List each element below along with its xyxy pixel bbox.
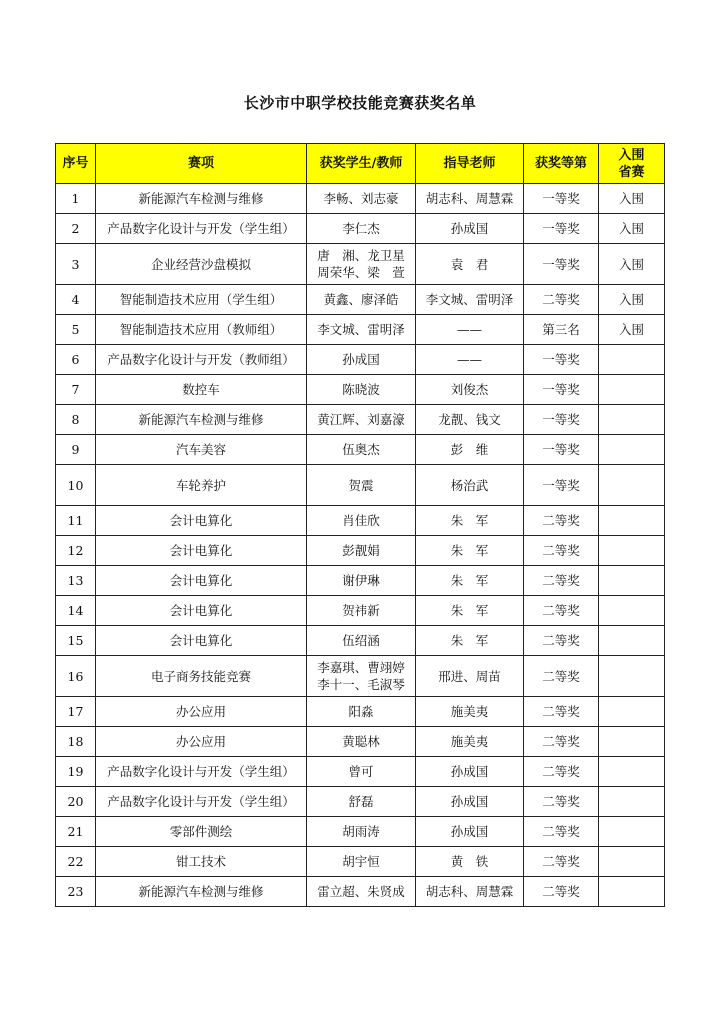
header-event: 赛项 [96, 144, 307, 184]
cell-event: 新能源汽车检测与维修 [96, 877, 307, 907]
table-row [56, 184, 665, 214]
cell-event: 产品数字化设计与开发（学生组） [96, 214, 307, 244]
cell-instructor: 朱 军 [416, 596, 524, 626]
table-row [56, 877, 665, 907]
cell-award: 二等奖 [524, 566, 599, 596]
cell-no: 16 [56, 656, 96, 697]
cell-no: 8 [56, 405, 96, 435]
cell-provincial: 入围 [599, 184, 665, 214]
cell-winners: 彭靓娟 [307, 536, 416, 566]
cell-instructor: 孙成国 [416, 817, 524, 847]
cell-instructor: 施美夷 [416, 697, 524, 727]
cell-award: 第三名 [524, 315, 599, 345]
cell-event: 零部件测绘 [96, 817, 307, 847]
cell-award: 一等奖 [524, 435, 599, 465]
cell-event: 电子商务技能竞赛 [96, 656, 307, 697]
cell-winners: 曾可 [307, 757, 416, 787]
cell-provincial [599, 375, 665, 405]
cell-event: 会计电算化 [96, 596, 307, 626]
table-row [56, 345, 665, 375]
cell-winners: 孙成国 [307, 345, 416, 375]
table-row [56, 626, 665, 656]
cell-instructor: 朱 军 [416, 626, 524, 656]
cell-provincial [599, 465, 665, 506]
cell-instructor: —— [416, 345, 524, 375]
table-row [56, 536, 665, 566]
table-row [56, 375, 665, 405]
cell-no: 5 [56, 315, 96, 345]
cell-award: 一等奖 [524, 184, 599, 214]
cell-no: 2 [56, 214, 96, 244]
cell-provincial [599, 626, 665, 656]
cell-provincial [599, 847, 665, 877]
cell-no: 22 [56, 847, 96, 877]
cell-no: 23 [56, 877, 96, 907]
cell-no: 18 [56, 727, 96, 757]
cell-provincial [599, 506, 665, 536]
cell-no: 4 [56, 285, 96, 315]
cell-award: 二等奖 [524, 847, 599, 877]
cell-winners: 李文城、雷明泽 [307, 315, 416, 345]
cell-no: 15 [56, 626, 96, 656]
cell-event: 车轮养护 [96, 465, 307, 506]
cell-instructor: 龙靓、钱文 [416, 405, 524, 435]
cell-no: 3 [56, 244, 96, 285]
cell-no: 11 [56, 506, 96, 536]
cell-event: 新能源汽车检测与维修 [96, 405, 307, 435]
cell-instructor: 孙成国 [416, 787, 524, 817]
cell-instructor: 李文城、雷明泽 [416, 285, 524, 315]
cell-award: 二等奖 [524, 626, 599, 656]
cell-event: 产品数字化设计与开发（学生组） [96, 787, 307, 817]
table-row [56, 566, 665, 596]
cell-event: 会计电算化 [96, 536, 307, 566]
cell-instructor: 胡志科、周慧霖 [416, 184, 524, 214]
cell-provincial [599, 435, 665, 465]
cell-winners: 李仁杰 [307, 214, 416, 244]
cell-winners: 伍绍涵 [307, 626, 416, 656]
cell-provincial [599, 727, 665, 757]
header-provincial: 入围 省赛 [599, 144, 665, 184]
cell-winners: 肖佳欣 [307, 506, 416, 536]
cell-winners: 胡宇恒 [307, 847, 416, 877]
cell-award: 二等奖 [524, 506, 599, 536]
cell-award: 二等奖 [524, 787, 599, 817]
cell-no: 20 [56, 787, 96, 817]
table-row [56, 435, 665, 465]
cell-event: 钳工技术 [96, 847, 307, 877]
cell-no: 17 [56, 697, 96, 727]
cell-winners: 黄聪林 [307, 727, 416, 757]
cell-award: 一等奖 [524, 214, 599, 244]
cell-instructor: 朱 军 [416, 506, 524, 536]
cell-award: 二等奖 [524, 877, 599, 907]
table-row [56, 315, 665, 345]
cell-winners: 李嘉琪、曹翊婷 李十一、毛淑琴 [307, 656, 416, 697]
cell-event: 办公应用 [96, 697, 307, 727]
cell-winners: 谢伊琳 [307, 566, 416, 596]
cell-winners: 黄江辉、刘嘉濠 [307, 405, 416, 435]
cell-winners: 贺震 [307, 465, 416, 506]
cell-provincial [599, 877, 665, 907]
cell-instructor: 杨治武 [416, 465, 524, 506]
cell-event: 数控车 [96, 375, 307, 405]
cell-winners: 李畅、刘志豪 [307, 184, 416, 214]
cell-event: 会计电算化 [96, 566, 307, 596]
cell-no: 19 [56, 757, 96, 787]
page-title: 长沙市中职学校技能竞赛获奖名单 [243, 94, 477, 112]
cell-award: 二等奖 [524, 285, 599, 315]
cell-award: 一等奖 [524, 345, 599, 375]
table-row [56, 757, 665, 787]
header-no: 序号 [56, 144, 96, 184]
cell-winners: 黄鑫、廖泽皓 [307, 285, 416, 315]
cell-award: 一等奖 [524, 375, 599, 405]
cell-no: 21 [56, 817, 96, 847]
table-row [56, 285, 665, 315]
cell-instructor: 黄 铁 [416, 847, 524, 877]
cell-event: 汽车美容 [96, 435, 307, 465]
cell-event: 产品数字化设计与开发（学生组） [96, 757, 307, 787]
cell-event: 办公应用 [96, 727, 307, 757]
cell-winners: 雷立超、朱贤成 [307, 877, 416, 907]
cell-instructor: 彭 维 [416, 435, 524, 465]
cell-event: 会计电算化 [96, 506, 307, 536]
cell-award: 二等奖 [524, 697, 599, 727]
cell-no: 7 [56, 375, 96, 405]
cell-provincial: 入围 [599, 214, 665, 244]
cell-event: 企业经营沙盘模拟 [96, 244, 307, 285]
cell-instructor: —— [416, 315, 524, 345]
cell-provincial: 入围 [599, 315, 665, 345]
cell-award: 二等奖 [524, 727, 599, 757]
header-instructor: 指导老师 [416, 144, 524, 184]
cell-award: 一等奖 [524, 244, 599, 285]
cell-award: 二等奖 [524, 536, 599, 566]
cell-winners: 贺祎新 [307, 596, 416, 626]
cell-instructor: 孙成国 [416, 214, 524, 244]
cell-provincial [599, 345, 665, 375]
cell-provincial [599, 536, 665, 566]
header-winners: 获奖学生/教师 [307, 144, 416, 184]
cell-winners: 陈晓波 [307, 375, 416, 405]
table-row [56, 214, 665, 244]
table-row [56, 244, 665, 285]
cell-event: 智能制造技术应用（学生组） [96, 285, 307, 315]
cell-provincial [599, 656, 665, 697]
cell-winners: 舒磊 [307, 787, 416, 817]
cell-event: 产品数字化设计与开发（教师组） [96, 345, 307, 375]
table-row [56, 727, 665, 757]
cell-provincial: 入围 [599, 244, 665, 285]
table-row [56, 697, 665, 727]
cell-award: 二等奖 [524, 656, 599, 697]
cell-award: 二等奖 [524, 817, 599, 847]
cell-provincial [599, 757, 665, 787]
cell-provincial: 入围 [599, 285, 665, 315]
cell-no: 6 [56, 345, 96, 375]
cell-instructor: 施美夷 [416, 727, 524, 757]
table-row [56, 465, 665, 506]
cell-provincial [599, 787, 665, 817]
cell-award: 一等奖 [524, 465, 599, 506]
cell-award: 二等奖 [524, 596, 599, 626]
table-row [56, 405, 665, 435]
header-award: 获奖等第 [524, 144, 599, 184]
cell-winners: 胡雨涛 [307, 817, 416, 847]
cell-provincial [599, 405, 665, 435]
cell-award: 二等奖 [524, 757, 599, 787]
awards-table [55, 143, 665, 907]
cell-provincial [599, 596, 665, 626]
cell-event: 会计电算化 [96, 626, 307, 656]
table-row [56, 817, 665, 847]
cell-provincial [599, 566, 665, 596]
cell-event: 智能制造技术应用（教师组） [96, 315, 307, 345]
table-row [56, 787, 665, 817]
cell-instructor: 刘俊杰 [416, 375, 524, 405]
cell-instructor: 袁 君 [416, 244, 524, 285]
table-row [56, 506, 665, 536]
cell-no: 10 [56, 465, 96, 506]
cell-event: 新能源汽车检测与维修 [96, 184, 307, 214]
cell-no: 1 [56, 184, 96, 214]
cell-instructor: 朱 军 [416, 566, 524, 596]
cell-winners: 伍奥杰 [307, 435, 416, 465]
cell-provincial [599, 697, 665, 727]
cell-provincial [599, 817, 665, 847]
cell-no: 13 [56, 566, 96, 596]
table-row [56, 656, 665, 697]
table-row [56, 596, 665, 626]
cell-instructor: 朱 军 [416, 536, 524, 566]
cell-award: 一等奖 [524, 405, 599, 435]
table-header-row [56, 144, 665, 184]
cell-no: 9 [56, 435, 96, 465]
cell-winners: 阳淼 [307, 697, 416, 727]
table-row [56, 847, 665, 877]
cell-winners: 唐 湘、龙卫星 周荣华、梁 萱 [307, 244, 416, 285]
cell-instructor: 胡志科、周慧霖 [416, 877, 524, 907]
cell-no: 12 [56, 536, 96, 566]
cell-instructor: 孙成国 [416, 757, 524, 787]
cell-instructor: 邢进、周苗 [416, 656, 524, 697]
cell-no: 14 [56, 596, 96, 626]
